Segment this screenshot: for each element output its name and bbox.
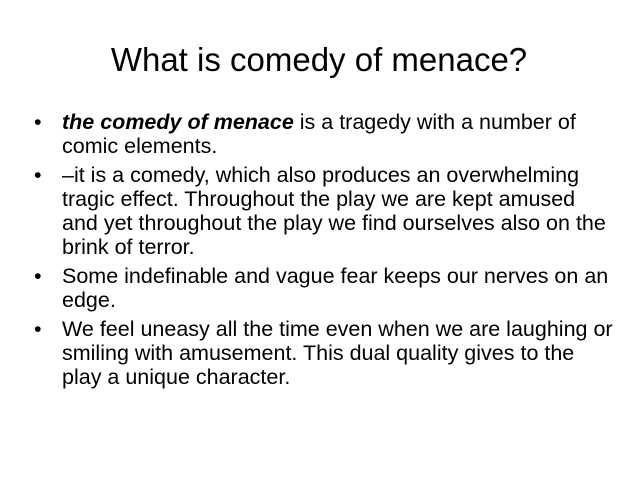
- bullet-icon: •: [34, 163, 42, 187]
- bullet-icon: •: [34, 110, 42, 134]
- bullet-icon: •: [34, 317, 42, 341]
- bullet-text: –it is a comedy, which also produces an overwhelming tragic effect. Throughout the play we are kept amused and yet throughout the play we find ourselves also on the brink of terror.: [62, 163, 606, 259]
- bullet-list: [34, 110, 614, 394]
- bullet-text: We feel uneasy all the time even when we are laughing or smiling with amusement. This dual quality gives to the play a unique character.: [62, 317, 613, 389]
- bullet-item: [34, 110, 614, 158]
- bullet-item: [34, 264, 614, 312]
- slide-title: What is comedy of menace?: [110, 41, 528, 78]
- bullet-icon: •: [34, 264, 42, 288]
- bullet-item: [34, 317, 614, 389]
- bullet-emphasis: the comedy of menace: [62, 110, 294, 134]
- bullet-text: Some indefinable and vague fear keeps our nerves on an edge.: [62, 264, 609, 312]
- bullet-item: [34, 163, 614, 259]
- bullet-text: is a tragedy with a number of comic elements.: [62, 110, 576, 158]
